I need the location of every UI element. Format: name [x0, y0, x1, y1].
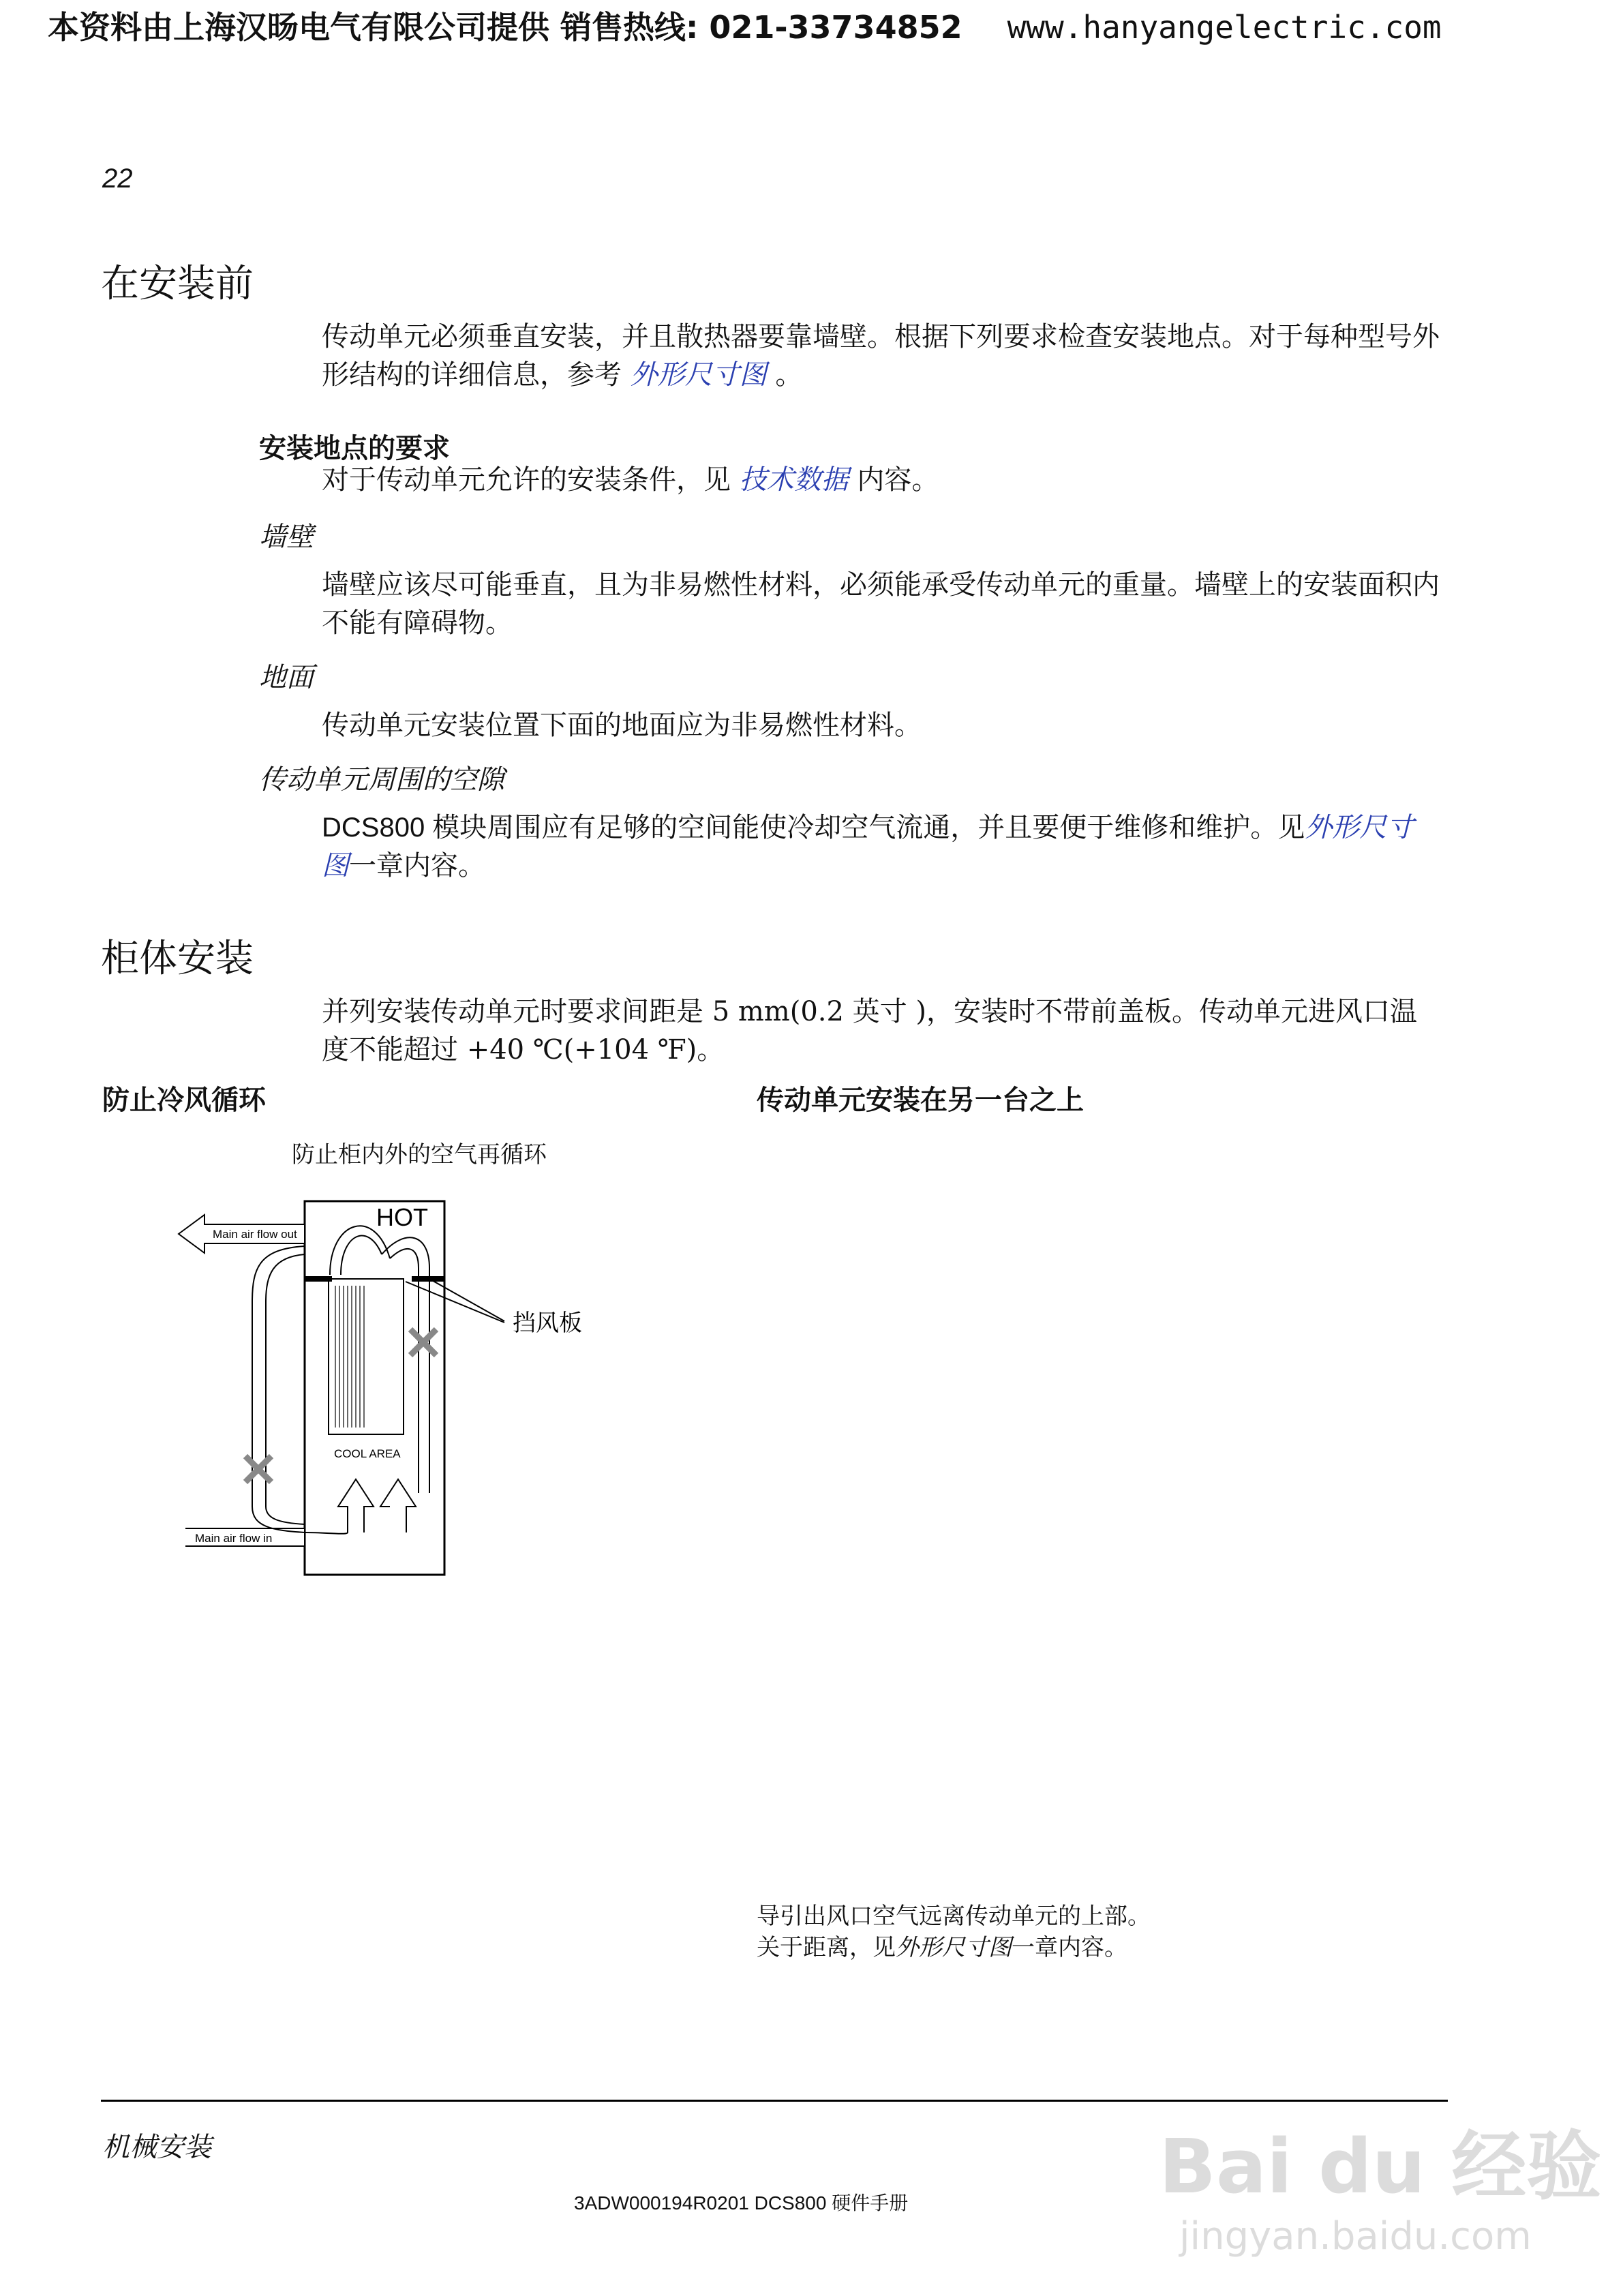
cool-area-label: COOL AREA — [334, 1447, 401, 1460]
cabinet-text: 并列安装传动单元时要求间距是 5 mm(0.2 英寸 )，安装时不带前盖板。传动单元进风口温度不能超过 +40 ℃(+104 ℉)。 — [322, 996, 1417, 1066]
wall-heading: 墙壁 — [259, 522, 314, 553]
footer-rule — [101, 2100, 1448, 2102]
diagram-caption: 防止柜内外的空气再循环 — [292, 1141, 547, 1168]
technical-data-link[interactable]: 技术数据 — [739, 464, 849, 496]
wall-text: 墙壁应该尽可能垂直，且为非易燃性材料，必须能承受传动单元的重量。墙壁上的安装面积内不能有障碍物。 — [322, 569, 1440, 639]
airflow-diagram — [136, 1186, 627, 1595]
clearance-text-b: 一章内容。 — [349, 850, 485, 881]
hot-air-curve-outer — [330, 1226, 390, 1275]
air-in-label: Main air flow in — [195, 1532, 273, 1545]
intro-paragraph — [322, 318, 1440, 394]
baffle-leader-2 — [406, 1282, 504, 1323]
stacked-note-line2 — [757, 1932, 1151, 1963]
baffle-left — [305, 1276, 332, 1282]
external-loop-inner — [266, 1254, 305, 1524]
clearance-dimension-link[interactable]: 外形尺寸图 — [322, 812, 1414, 881]
baffle-label: 挡风板 — [513, 1310, 582, 1337]
floor-heading: 地面 — [259, 662, 314, 693]
section-heading-cabinet: 柜体安装 — [101, 937, 254, 981]
cool-air-arrow-2 — [380, 1479, 416, 1532]
baffle-leader-1 — [429, 1279, 504, 1321]
air-out-label: Main air flow out — [213, 1228, 297, 1241]
site-req-text-end: 内容。 — [848, 464, 939, 496]
intro-text: 传动单元必须垂直安装，并且散热器要靠墙壁。根据下列要求检查安装地点。对于每种型号外形结构的详细信息，参考 — [322, 321, 1440, 391]
hot-air-curve — [341, 1236, 382, 1275]
banner-text: 本资料由上海汉旸电气有限公司提供 销售热线: 021-33734852 — [48, 9, 962, 46]
stacked-install-heading: 传动单元安装在另一台之上 — [757, 1085, 1084, 1116]
watermark-brand: Bai du 经验 — [1159, 2123, 1602, 2210]
section-heading-before-install: 在安装前 — [101, 262, 254, 306]
cool-air-arrow-1 — [338, 1479, 374, 1532]
external-loop-outer — [252, 1246, 305, 1532]
dimension-drawing-link[interactable]: 外形尺寸图 — [630, 359, 767, 391]
note-text-b: 一章内容。 — [1012, 1934, 1127, 1961]
floor-text: 传动单元安装位置下面的地面应为非易燃性材料。 — [322, 710, 922, 741]
baidu-watermark — [1159, 2106, 1601, 2259]
prevent-recirculation-heading: 防止冷风循环 — [102, 1085, 266, 1116]
clearance-text-a: DCS800 模块周围应有足够的空间能使冷却空气流通，并且要便于维修和维护。见 — [322, 813, 1305, 843]
site-requirements-heading: 安装地点的要求 — [259, 433, 450, 464]
stacked-note-line1: 导引出风口空气远离传动单元的上部。 — [757, 1903, 1151, 1930]
baffle-right — [412, 1276, 444, 1282]
footer-doc-id: 3ADW000194R0201 DCS800 硬件手册 — [574, 2192, 909, 2214]
site-req-text: 对于传动单元允许的安装条件，见 — [322, 464, 740, 496]
watermark-url: jingyan.baidu.com — [1179, 2214, 1532, 2259]
blocked-x-left — [245, 1456, 271, 1482]
footer-chapter: 机械安装 — [102, 2132, 211, 2163]
blocked-x-right — [410, 1329, 436, 1355]
header-banner — [48, 3, 1442, 48]
stacked-note — [757, 1901, 1151, 1963]
note-dimension-link[interactable]: 外形尺寸图 — [896, 1934, 1012, 1961]
clearance-heading: 传动单元周围的空隙 — [259, 764, 504, 796]
hot-label: HOT — [376, 1203, 428, 1231]
site-requirements-text — [322, 461, 1440, 499]
clearance-text — [322, 809, 1440, 885]
intro-text-end: 。 — [766, 359, 803, 391]
page-number: 22 — [102, 164, 133, 194]
banner-url[interactable]: www.hanyangelectric.com — [1007, 9, 1442, 46]
note-text-a: 关于距离，见 — [757, 1934, 896, 1961]
